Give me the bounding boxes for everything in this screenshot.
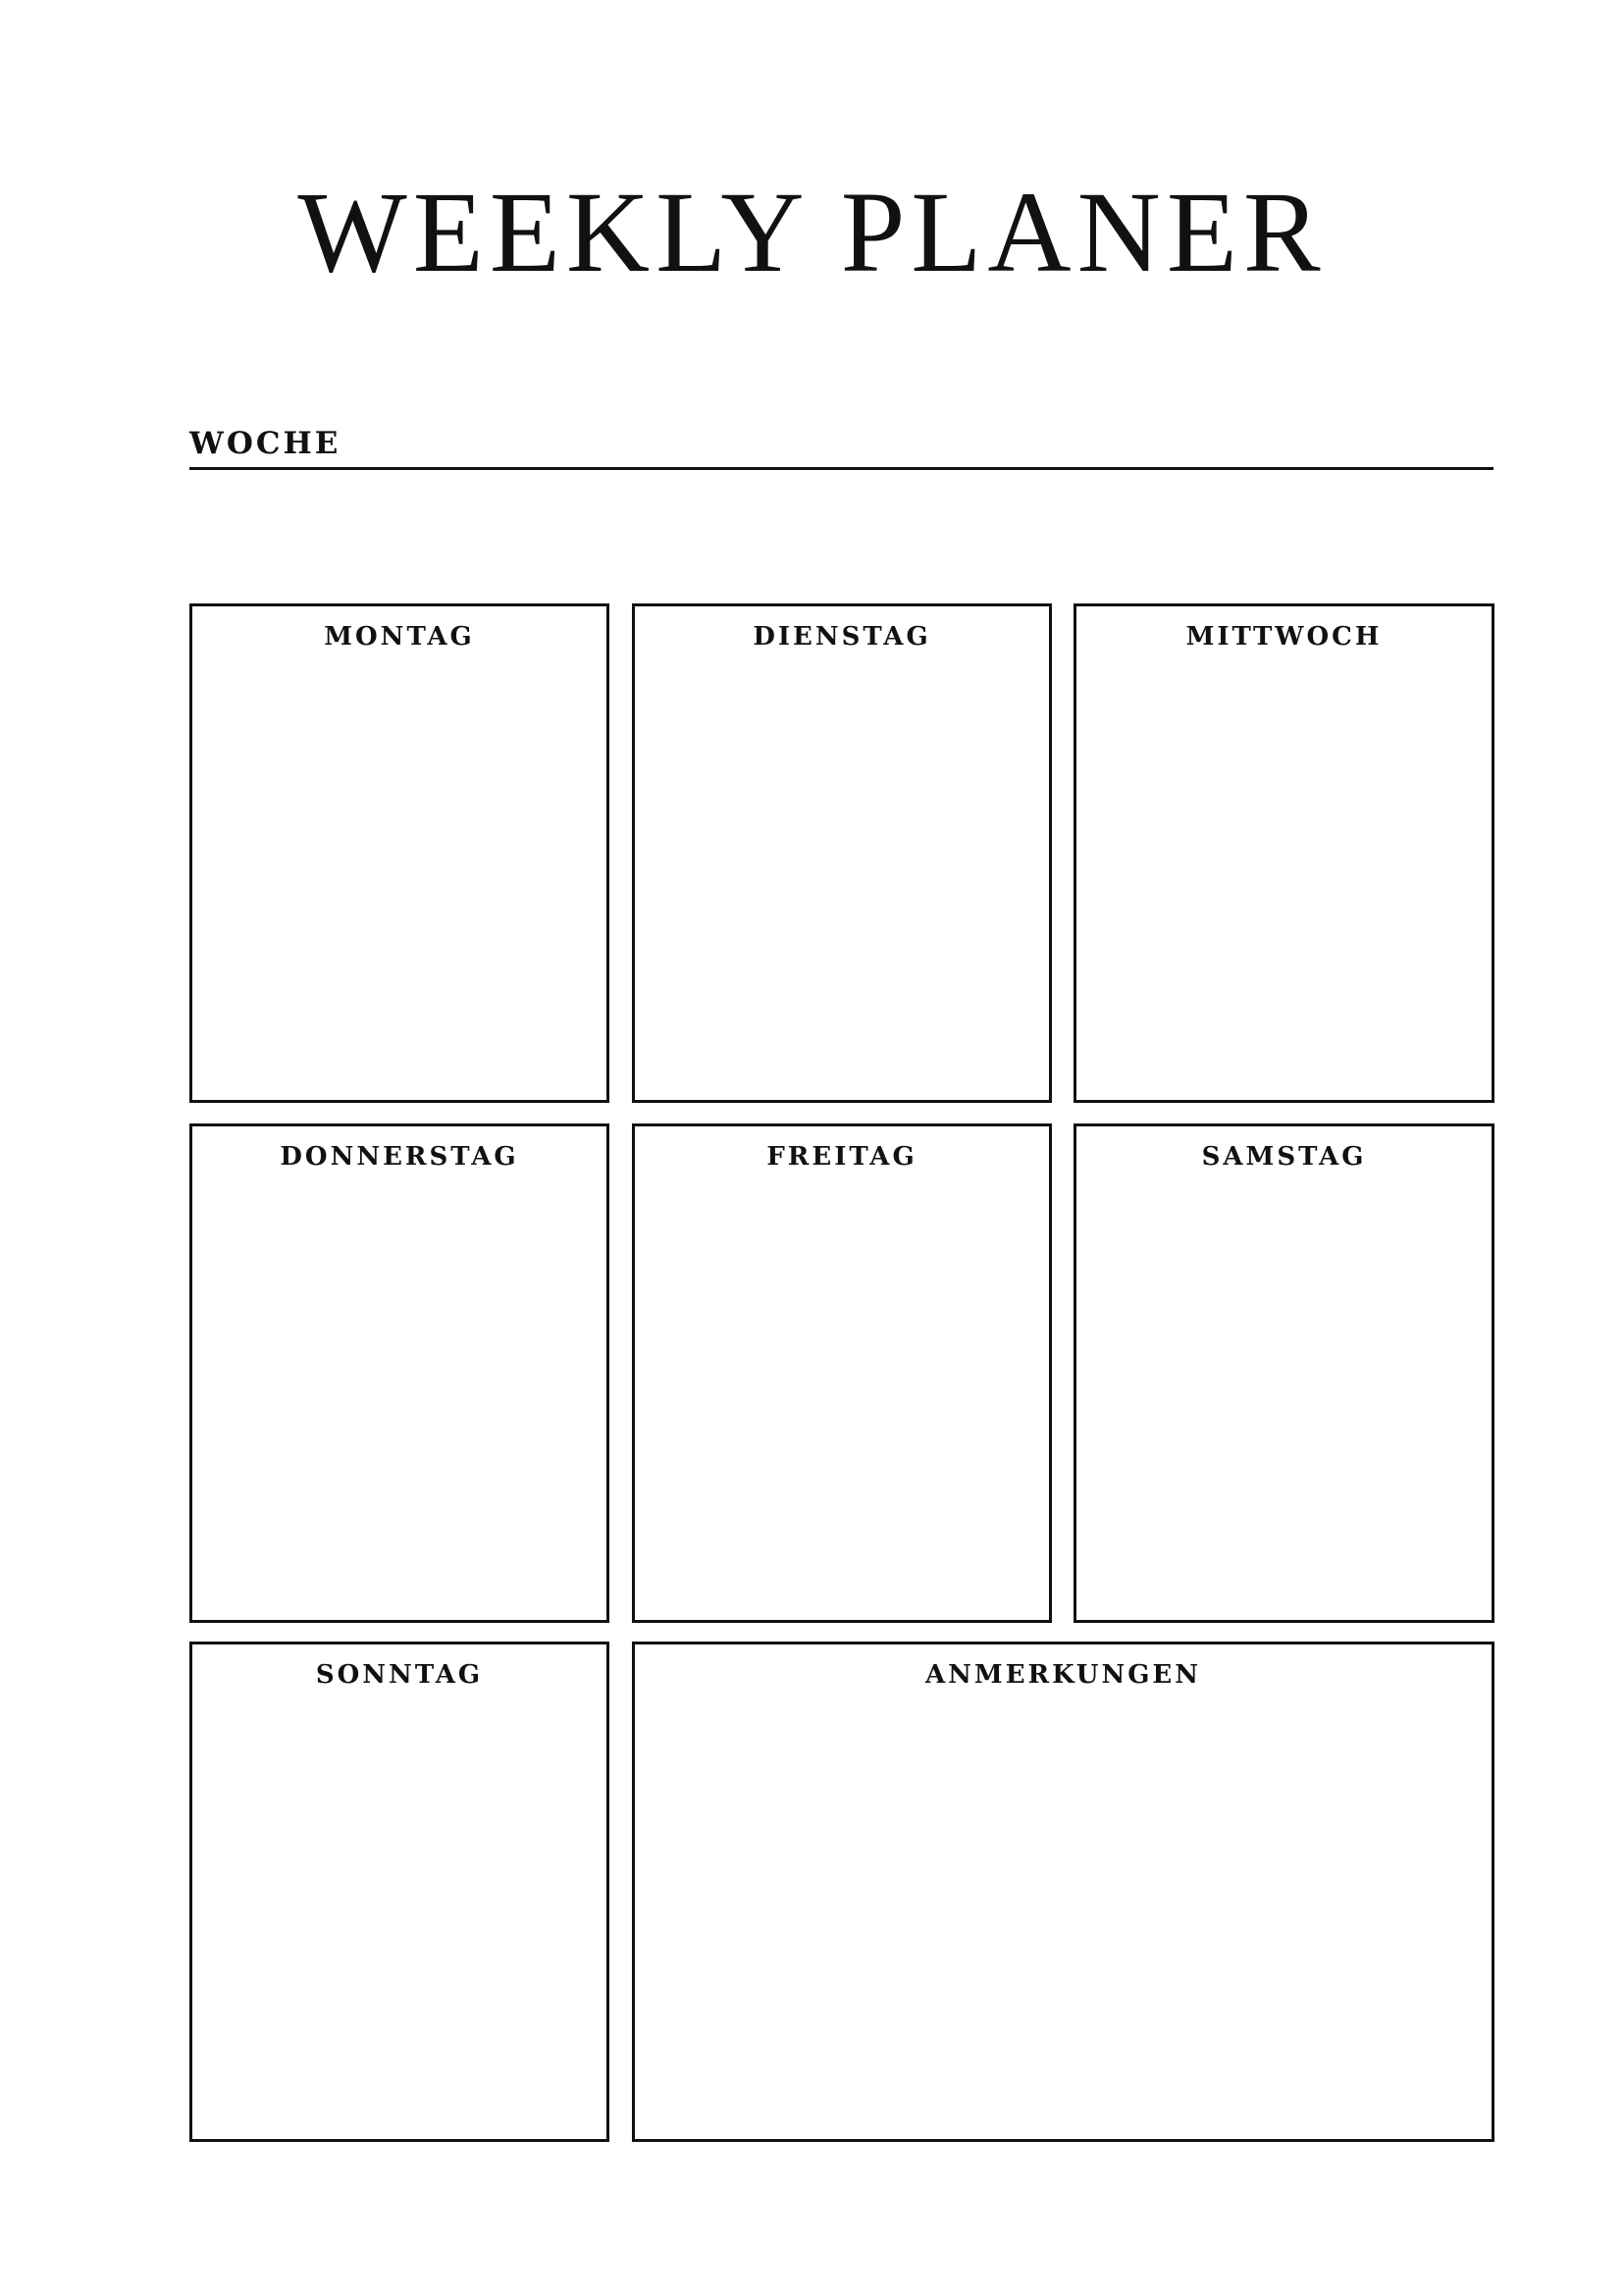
page-title: WEEKLY PLANER xyxy=(297,168,1327,296)
day-label-sunday: SONNTAG xyxy=(315,1660,484,1690)
notes-label: ANMERKUNGEN xyxy=(924,1660,1202,1690)
day-box-monday xyxy=(189,603,609,1103)
day-box-friday xyxy=(632,1123,1052,1623)
day-box-thursday xyxy=(189,1123,609,1623)
notes-box xyxy=(632,1642,1494,2142)
week-label: WOCHE xyxy=(189,426,341,461)
day-box-saturday xyxy=(1074,1123,1494,1623)
day-writing-area-tuesday[interactable] xyxy=(635,675,1049,1100)
notes-writing-area[interactable] xyxy=(635,1713,1492,2139)
day-label-wednesday: MITTWOCH xyxy=(1185,622,1383,652)
day-writing-area-thursday[interactable] xyxy=(192,1195,606,1620)
day-writing-area-sunday[interactable] xyxy=(192,1713,606,2139)
day-box-sunday xyxy=(189,1642,609,2142)
day-box-tuesday xyxy=(632,603,1052,1103)
day-writing-area-friday[interactable] xyxy=(635,1195,1049,1620)
day-writing-area-saturday[interactable] xyxy=(1076,1195,1492,1620)
week-field[interactable] xyxy=(189,422,1493,470)
day-label-monday: MONTAG xyxy=(324,622,475,652)
day-label-saturday: SAMSTAG xyxy=(1201,1142,1367,1172)
day-box-wednesday xyxy=(1074,603,1494,1103)
day-label-tuesday: DIENSTAG xyxy=(753,622,931,652)
day-writing-area-monday[interactable] xyxy=(192,675,606,1100)
day-label-friday: FREITAG xyxy=(766,1142,917,1172)
day-writing-area-wednesday[interactable] xyxy=(1076,675,1492,1100)
day-label-thursday: DONNERSTAG xyxy=(280,1142,519,1172)
